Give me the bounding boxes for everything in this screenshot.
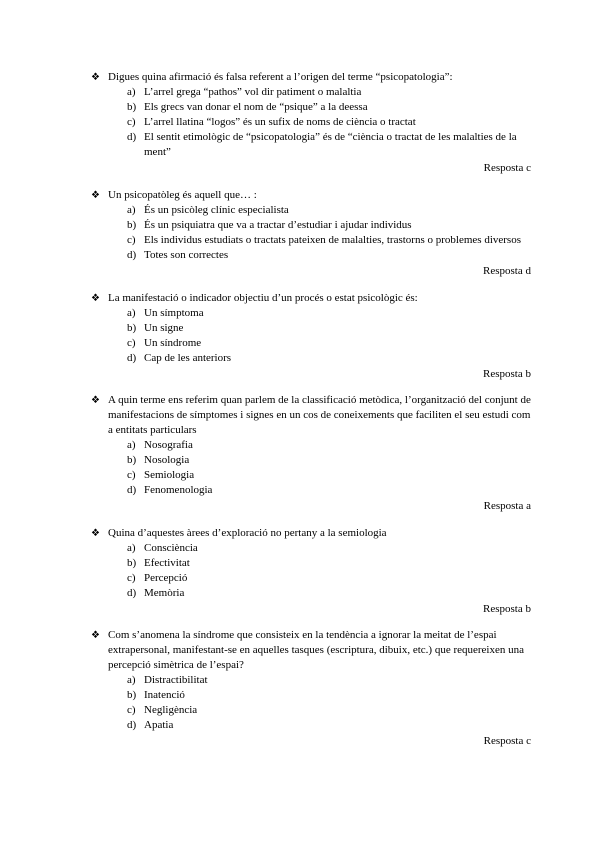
option-text: Semiologia [144,469,195,481]
diamond-bullet-icon: ❖ [91,528,100,539]
question-stem [91,291,531,306]
question-1 [91,70,531,176]
option-text: És un psicòleg clínic especialista [144,204,289,216]
option-text: Un síndrome [144,337,202,349]
option-letter: d) [127,352,137,364]
option-c [91,571,531,586]
option-b [91,688,531,703]
diamond-bullet-icon: ❖ [91,293,100,304]
option-letter: c) [127,116,136,128]
option-text: Fenomenologia [144,484,213,496]
option-b [91,100,531,115]
option-text: Inatenció [144,689,185,701]
option-letter: d) [127,719,137,731]
option-list [91,306,531,366]
option-b [91,556,531,571]
option-letter: b) [127,101,137,113]
question-stem [91,526,531,541]
option-letter: b) [127,219,137,231]
option-text: Memòria [144,587,185,599]
question-4 [91,393,531,514]
option-a [91,438,531,453]
option-letter: a) [127,307,136,319]
option-text: Un símptoma [144,307,204,319]
option-c [91,468,531,483]
option-a [91,673,531,688]
option-text: Percepció [144,572,188,584]
question-stem [91,628,531,673]
question-stem [91,393,531,438]
question-text: Quina d’aquestes àrees d’exploració no pertany a la semiologia [108,527,387,539]
option-b [91,218,531,233]
option-text: Nosologia [144,454,190,466]
option-text: Els individus estudiats o tractats pateixen de malalties, trastorns o problemes diversos [144,234,521,246]
option-list [91,85,531,160]
option-letter: a) [127,86,136,98]
answer-label: Resposta c [483,735,531,747]
option-a [91,85,531,100]
option-a [91,541,531,556]
option-text: Negligència [144,704,198,716]
answer-label: Resposta b [483,368,531,380]
option-letter: c) [127,469,136,481]
answer-label: Resposta c [483,162,531,174]
option-letter: b) [127,322,137,334]
option-letter: b) [127,454,137,466]
option-c [91,115,531,130]
option-a [91,203,531,218]
option-text: Consciència [144,542,198,554]
option-text: Un signe [144,322,184,334]
option-letter: a) [127,439,136,451]
option-letter: d) [127,484,137,496]
option-letter: b) [127,557,137,569]
option-d [91,483,531,498]
option-text: Els grecs van donar el nom de “psique” a la deessa [144,101,368,113]
diamond-bullet-icon: ❖ [91,72,100,83]
question-6 [91,628,531,749]
option-letter: c) [127,337,136,349]
option-text: Apatia [144,719,174,731]
option-letter: c) [127,704,136,716]
option-a [91,306,531,321]
option-d [91,248,531,263]
option-list [91,541,531,601]
option-b [91,321,531,336]
option-letter: c) [127,572,136,584]
option-text: L’arrel grega “pathos” vol dir patiment o malaltia [144,86,362,98]
option-list [91,438,531,498]
option-c [91,233,531,248]
option-text: Efectivitat [144,557,190,569]
diamond-bullet-icon: ❖ [91,395,100,406]
option-text: Distractibilitat [144,674,208,686]
answer-label: Resposta a [483,500,531,512]
option-text: És un psiquiatra que va a tractar d’estudiar i ajudar individus [144,219,412,231]
option-list [91,203,531,263]
option-text: El sentit etimològic de “psicopatologia” és de “ciència o tractat de les malalties de la ment” [144,131,517,158]
option-letter: d) [127,131,137,143]
question-stem [91,70,531,85]
question-stem [91,188,531,203]
diamond-bullet-icon: ❖ [91,630,100,641]
answer-label: Resposta b [483,603,531,615]
question-text: Digues quina afirmació és falsa referent a l’origen del terme “psicopatologia”: [108,71,453,83]
option-d [91,351,531,366]
option-d [91,130,531,160]
option-c [91,703,531,718]
option-b [91,453,531,468]
option-list [91,673,531,733]
option-letter: b) [127,689,137,701]
option-c [91,336,531,351]
option-text: Nosografia [144,439,193,451]
question-3 [91,291,531,382]
question-text: Com s’anomena la síndrome que consisteix en la tendència a ignorar la meitat de l’espai extrapersonal, manifestant-se en aquelles tasques (escriptura, dibuix, etc.) que requereixen una percepció simètrica de l’espai? [108,629,524,671]
option-text: Totes son correctes [144,249,229,261]
option-letter: d) [127,249,137,261]
option-letter: d) [127,587,137,599]
option-d [91,586,531,601]
option-d [91,718,531,733]
question-2 [91,188,531,279]
answer-label: Resposta d [483,265,531,277]
diamond-bullet-icon: ❖ [91,190,100,201]
option-text: Cap de les anteriors [144,352,232,364]
option-letter: a) [127,204,136,216]
option-letter: c) [127,234,136,246]
question-5 [91,526,531,617]
question-text: La manifestació o indicador objectiu d’un procés o estat psicològic és: [108,292,418,304]
option-text: L’arrel llatina “logos” és un sufix de noms de ciència o tractat [144,116,416,128]
question-text: Un psicopatòleg és aquell que… : [108,189,257,201]
question-text: A quin terme ens referim quan parlem de la classificació metòdica, l’organització del conjunt de manifestacions de símptomes i signes en un cos de coneixements que faciliten el seu estudi com a entitats particulars [108,394,531,436]
option-letter: a) [127,542,136,554]
option-letter: a) [127,674,136,686]
